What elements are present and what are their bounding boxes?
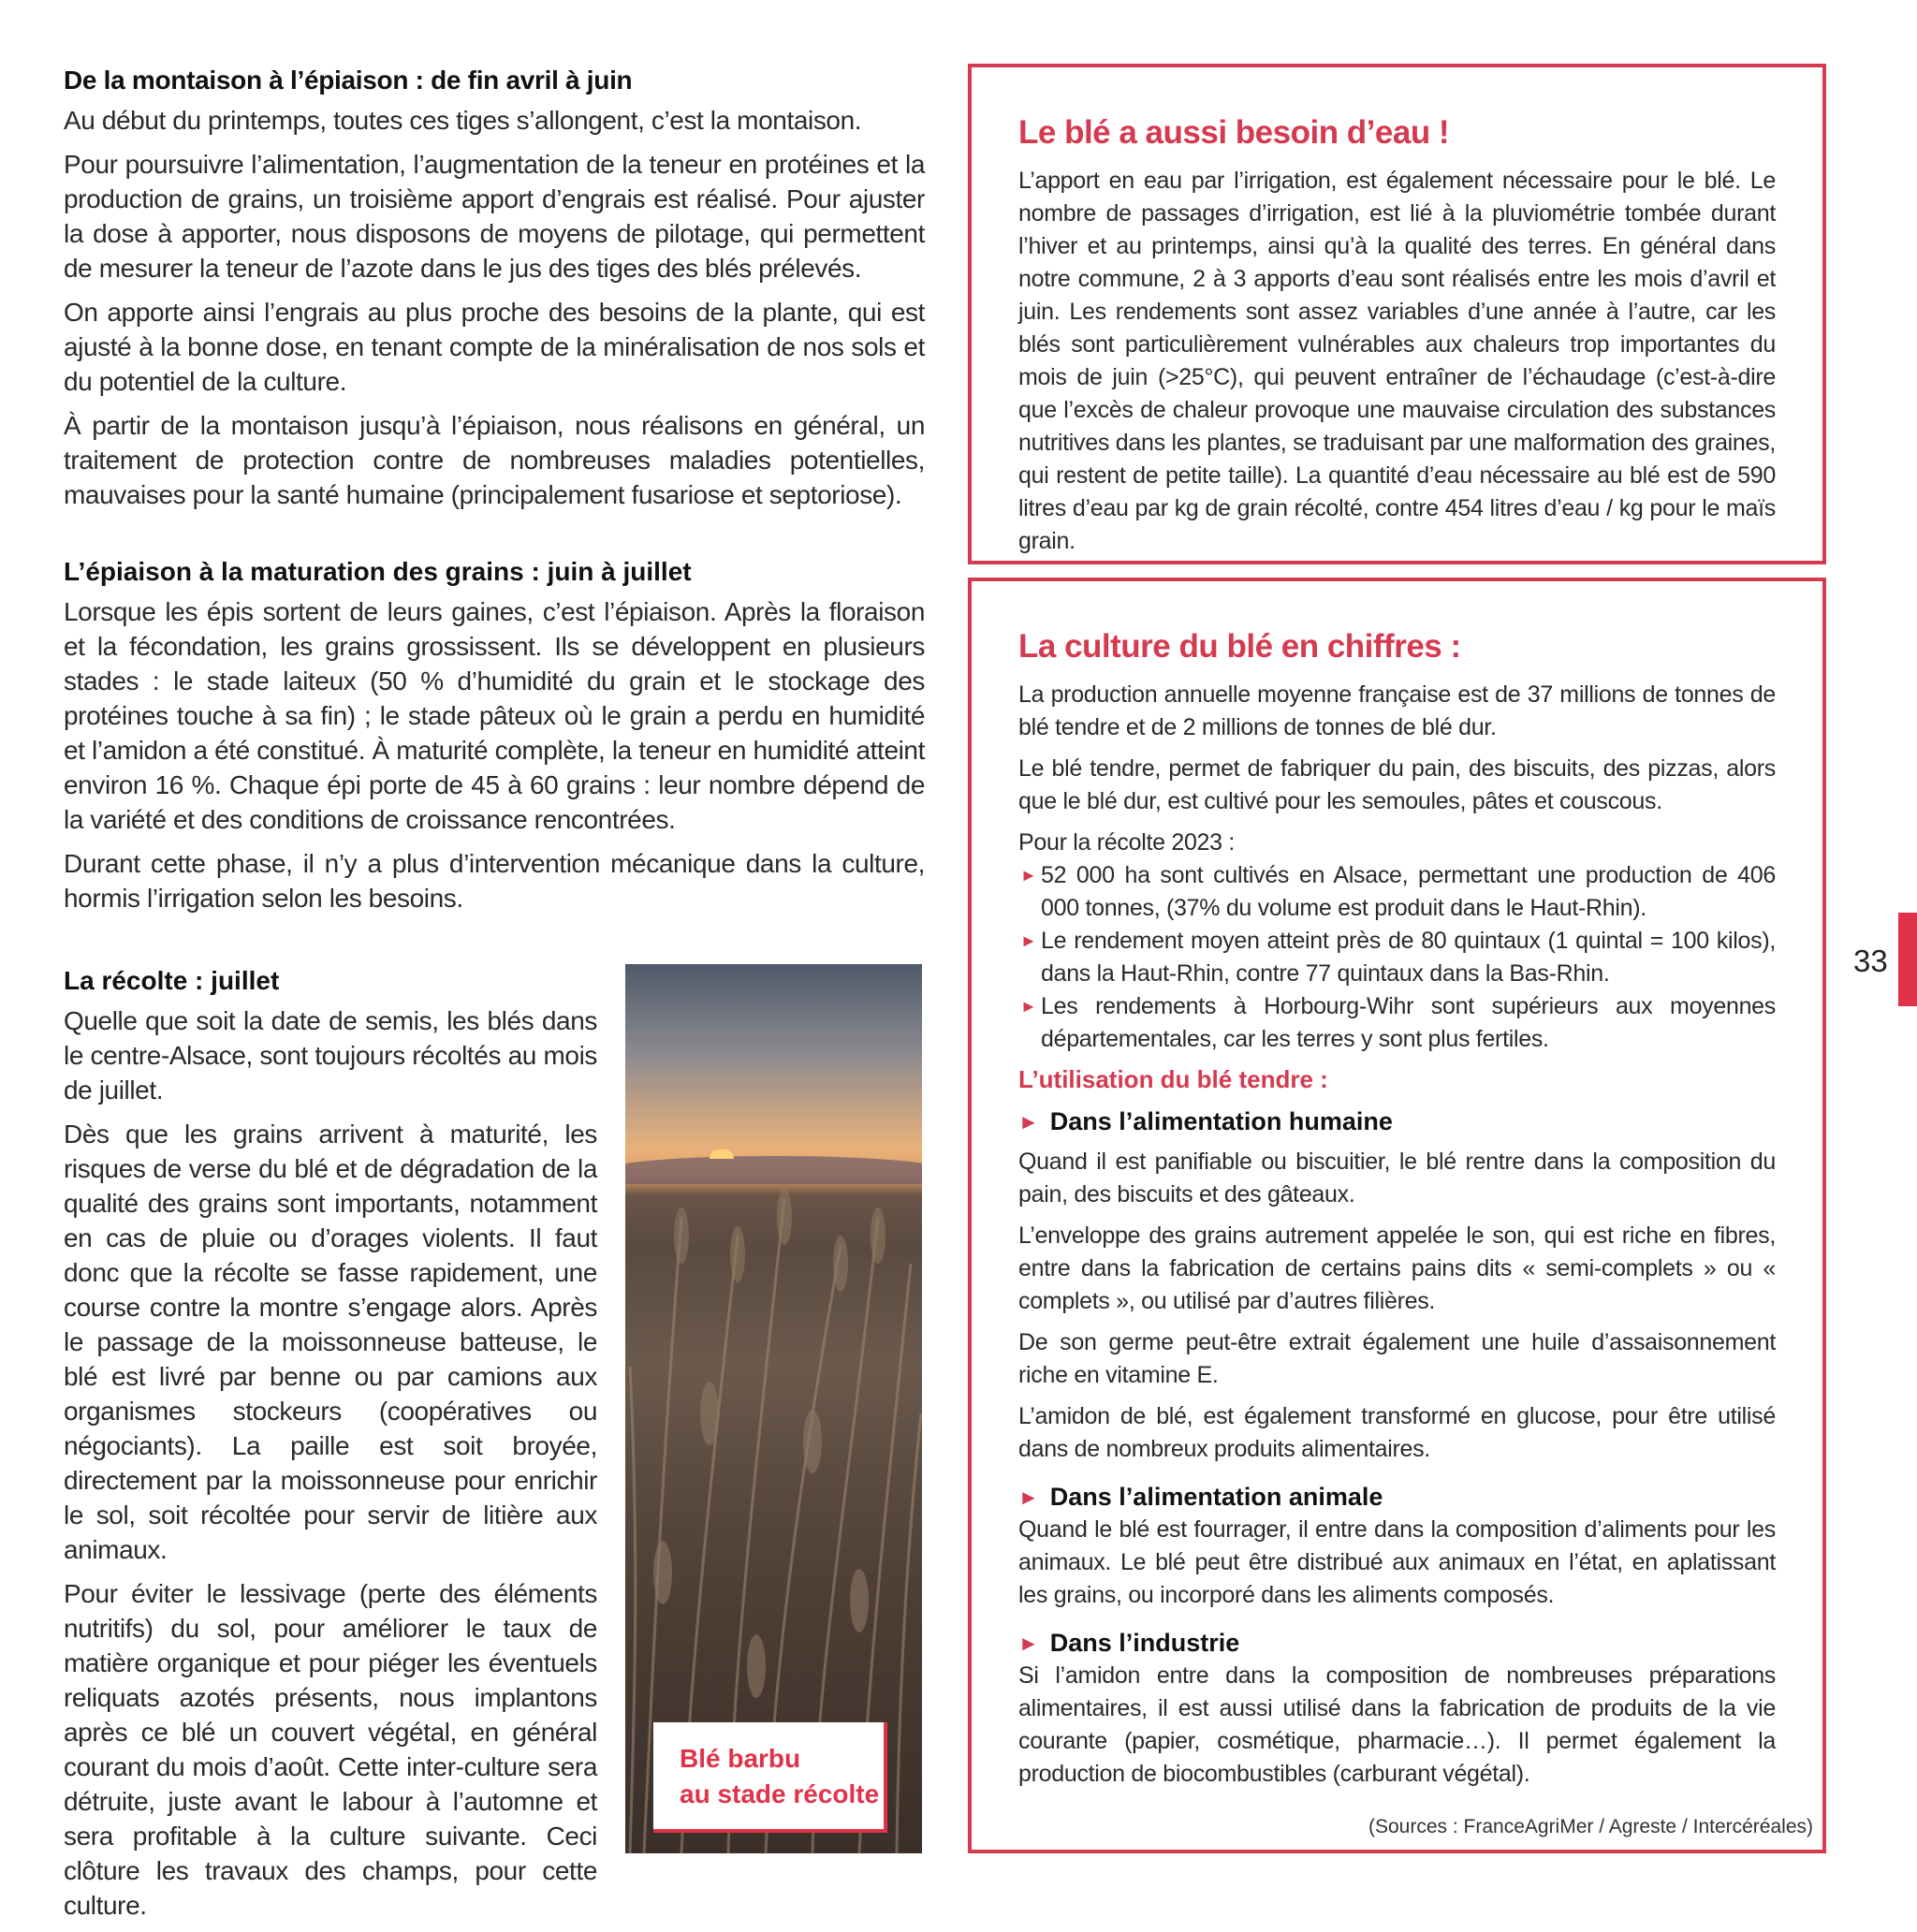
paragraph: Si l’amidon entre dans la composition de nombreuses préparations alimentaires, il est aussi utilisé dans la fabrication de produits de la vie courante (papier, cosmétique, pharmacie…). Il permet également la production de biocombustibles (carburant végétal).: [1018, 1662, 1776, 1787]
subsection-label: Dans l’alimentation animale: [1049, 1483, 1383, 1511]
paragraph: Quelle que soit la date de semis, les blés dans le centre-Alsace, sont toujours récoltés au mois de juillet.: [64, 1006, 597, 1105]
box-text: L’apport en eau par l’irrigation, est également nécessaire pour le blé. Le nombre de passages d’irrigation, est lié à la pluviométrie tombée durant l’hiver et au printemps, ainsi qu’à la qualité des terres. En général dans notre commune, 2 à 3 apports d’eau sont réalisés entre les mois d’avril et juin. Les rendements sont assez variables d’une année à l’autre, car les blés sont particulièrement vulnérables aux chaleurs trop importantes du mois de juin (>25°C), qui peuvent entraîner de l’échaudage (c’est-à-dire que l’excès de chaleur provoque une mauvaise circulation des substances nutritives dans les plantes, se traduisant par une malformation des graines, qui restent de petite taille). La quantité d’eau nécessaire au blé est de 590 litres d’eau par kg de grain récolté, contre 454 litres d’eau / kg pour le maïs grain.: [1018, 168, 1776, 554]
photo-caption: [653, 1722, 887, 1833]
page-tab-marker: [1898, 913, 1917, 1006]
section-recolte: [64, 966, 597, 1932]
paragraph: On apporte ainsi l’engrais au plus proche des besoins de la plante, qui est ajusté à la bonne dose, en tenant compte de la minéralisation de nos sols et du potentiel de la culture.: [64, 298, 925, 396]
paragraph: Le blé tendre, permet de fabriquer du pain, des biscuits, des pizzas, alors que le blé dur, est cultivé pour les semoules, pâtes et couscous.: [1018, 755, 1776, 814]
paragraph: Dès que les grains arrivent à maturité, les risques de verse du blé et de dégradation de la qualité des grains sont importants, notamment en cas de pluie ou d’orages violents. Il faut donc que la récolte se fasse rapidement, une course contre la montre s’engage alors. Après le passage de la moissonneuse batteuse, le blé est livré par benne ou par camions aux organismes stockeurs (coopératives ou négociants). La paille est soit broyée, directement par la moissonneuse pour enrichir le sol, soit récoltée pour servir de litière aux animaux.: [64, 1120, 597, 1564]
paragraph: À partir de la montaison jusqu’à l’épiaison, nous réalisons en général, un traitement de protection contre de nombreuses maladies potentielles, mauvaises pour la santé humaine (principalement fusariose et septoriose).: [64, 411, 925, 509]
paragraph: Lorsque les épis sortent de leurs gaines, c’est l’épiaison. Après la floraison et la fécondation, les grains grossissent. Ils se développent en plusieurs stades : le stade laiteux (50 % d’humidité du grain et le stockage des protéines touche à sa fin) ; le stade pâteux où le grain a perdu en humidité et l’amidon a été constitué. À maturité complète, la teneur en humidité atteint environ 16 %. Chaque épi porte de 45 à 60 grains : leur nombre dépend de la variété et des conditions de croissance rencontrées.: [64, 597, 925, 834]
paragraph: Quand il est panifiable ou biscuitier, le blé rentre dans la composition du pain, des biscuits et des gâteaux.: [1018, 1149, 1776, 1208]
box-title: La culture du blé en chiffres :: [1018, 628, 1461, 665]
triangle-right-icon: ►: [1020, 931, 1037, 950]
figures-box: [968, 578, 1826, 1853]
section-title: La récolte : juillet: [64, 966, 280, 995]
paragraph: Pour éviter le lessivage (perte des éléments nutritifs) du sol, pour améliorer le taux de matière organique et pour piéger les éventuels reliquats azotés présents, nous implantons après ce blé un couvert végétal, en général courant du mois d’août. Cette inter-culture sera détruite, juste avant le labour à l’automne et sera profitable à la culture suivante. Ceci clôture les travaux des champs, pour cette culture.: [64, 1579, 597, 1920]
subsection-title: [1018, 1483, 1776, 1512]
photo-sun: [710, 1149, 734, 1159]
section-epiaison: [64, 557, 925, 925]
paragraph: L’enveloppe des grains autrement appelée le son, qui est riche en fibres, entre dans la fabrication de certains pains dits « semi-complets » ou « complets », ou utilisé par d’autres filières.: [1018, 1222, 1776, 1314]
harvest-list: [1018, 859, 1776, 1056]
sources-note: (Sources : FranceAgriMer / Agreste / Intercéréales): [1368, 1816, 1813, 1837]
list-item-text: 52 000 ha sont cultivés en Alsace, permettant une production de 406 000 tonnes, (37% du volume est produit dans le Haut-Rhin).: [1041, 862, 1776, 921]
list-item-text: Le rendement moyen atteint près de 80 quintaux (1 quintal = 100 kilos), dans la Haut-Rhin, contre 77 quintaux dans la Bas-Rhin.: [1041, 928, 1776, 987]
list-item: [1018, 925, 1776, 990]
triangle-right-icon: ►: [1020, 997, 1037, 1016]
caption-line: au stade récolte: [680, 1779, 880, 1808]
subsection-title: [1018, 1629, 1776, 1658]
caption-line: Blé barbu: [680, 1744, 801, 1773]
section-montaison: [64, 66, 925, 521]
list-item: [1018, 990, 1776, 1056]
section-title: L’épiaison à la maturation des grains : juin à juillet: [64, 557, 692, 586]
paragraph: La production annuelle moyenne française est de 37 millions de tonnes de blé tendre et de 2 millions de tonnes de blé dur.: [1018, 681, 1776, 740]
triangle-right-icon: ►: [1018, 1485, 1039, 1509]
harvest-label: Pour la récolte 2023 :: [1018, 829, 1236, 856]
paragraph: Au début du printemps, toutes ces tiges s’allongent, c’est la montaison.: [64, 106, 862, 135]
paragraph: De son germe peut-être extrait également une huile d’assaisonnement riche en vitamine E.: [1018, 1329, 1776, 1388]
subsection-title: [1018, 1107, 1776, 1136]
wheat-field-photo: [625, 964, 922, 1853]
paragraph: L’amidon de blé, est également transformé en glucose, pour être utilisé dans de nombreux produits alimentaires.: [1018, 1403, 1776, 1462]
page-number: 33: [1853, 944, 1888, 978]
box-title: Le blé a aussi besoin d’eau !: [1018, 114, 1450, 151]
paragraph: Durant cette phase, il n’y a plus d’intervention mécanique dans la culture, hormis l’irrigation selon les besoins.: [64, 849, 925, 913]
subsection-label: Dans l’alimentation humaine: [1049, 1107, 1393, 1135]
water-box: [968, 64, 1826, 564]
triangle-right-icon: ►: [1018, 1631, 1039, 1655]
list-item-text: Les rendements à Horbourg-Wihr sont supérieurs aux moyennes départementales, car les terres y sont plus fertiles.: [1041, 993, 1776, 1052]
triangle-right-icon: ►: [1018, 1109, 1039, 1134]
usage-title: L’utilisation du blé tendre :: [1018, 1065, 1328, 1093]
triangle-right-icon: ►: [1020, 866, 1037, 885]
section-title: De la montaison à l’épiaison : de fin avril à juin: [64, 66, 633, 95]
paragraph: Quand le blé est fourrager, il entre dans la composition d’aliments pour les animaux. Le blé peut être distribué aux animaux en l’état, en aplatissant les grains, ou incorporé dans les aliments composés.: [1018, 1516, 1776, 1608]
list-item: [1018, 859, 1776, 925]
paragraph: Pour poursuivre l’alimentation, l’augmentation de la teneur en protéines et la production de grains, un troisième apport d’engrais est réalisé. Pour ajuster la dose à apporter, nous disposons de moyens de pilotage, qui permettent de mesurer la teneur de l’azote dans le jus des tiges des blés prélevés.: [64, 150, 925, 283]
subsection-label: Dans l’industrie: [1049, 1629, 1240, 1657]
